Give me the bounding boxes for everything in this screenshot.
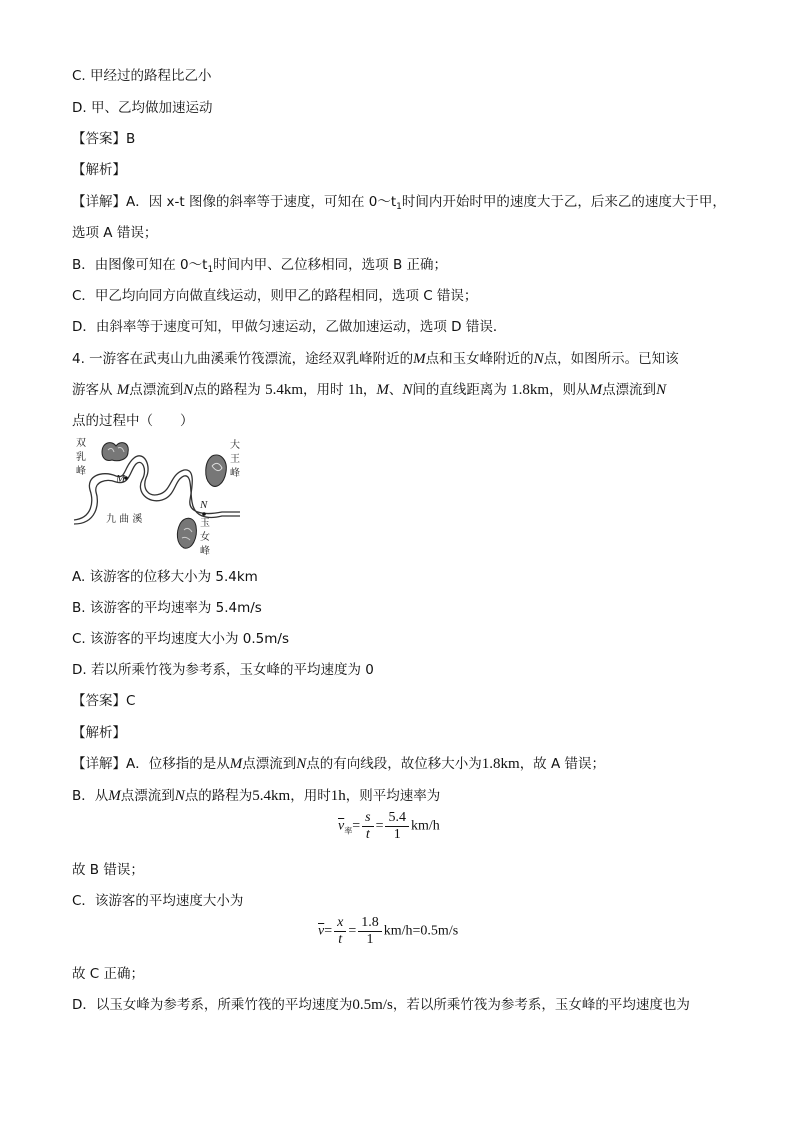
subscript: 1: [207, 265, 214, 275]
label-yunv-3: 峰: [200, 546, 210, 557]
numerator: 5.4: [385, 810, 409, 827]
river-map-figure: [72, 432, 242, 558]
numerator: x: [334, 915, 346, 932]
var-m: M: [229, 756, 243, 772]
var-n: N: [296, 756, 307, 772]
label-m: M: [116, 473, 126, 485]
formula-eq: =: [348, 923, 357, 939]
label-shuangru-2: 乳: [76, 452, 86, 463]
text: ，故 A 错误；: [519, 756, 606, 772]
var-n: N: [533, 351, 544, 367]
text: 时间内甲、乙位移相同，选项 B 正确；: [213, 257, 448, 273]
denominator: t: [338, 932, 343, 947]
detail-a-line2: 选项 A 错误；: [72, 225, 158, 241]
q4-stem-line1: [72, 350, 679, 368]
formula-eq: =: [352, 818, 361, 834]
q4-solution-b: [72, 787, 440, 805]
formula-v: $\overline{v}$: [338, 818, 345, 834]
value: 1.8km: [511, 382, 550, 398]
text: 4. 一游客在武夷山九曲溪乘竹筏漂流，途经双乳峰附近的: [72, 351, 414, 367]
q4-option-d: D. 若以所乘竹筏为参考系，玉女峰的平均速度为 0: [72, 662, 374, 678]
value: 5.4km: [252, 788, 291, 804]
formula-v: $\overline{v}$: [318, 923, 325, 939]
q4-stem-line2: [72, 381, 666, 399]
var-m: M: [116, 382, 130, 398]
text: ，则平均速率为: [345, 788, 441, 804]
text: 点漂流到: [602, 382, 657, 398]
analysis-prev: 【解析】: [72, 162, 126, 178]
value: 1h: [347, 382, 363, 398]
formula-eq: =: [324, 923, 333, 939]
q4-stem-line3: 点的过程中（ ）: [72, 413, 194, 429]
formula-eq: =: [375, 818, 384, 834]
subscript: 1: [396, 202, 402, 212]
label-dawang-3: 峰: [230, 468, 240, 479]
label-river: 九 曲 溪: [106, 514, 143, 525]
text: 【详解】A．因 x-t 图像的斜率等于速度，可知在 0～t: [72, 194, 397, 210]
text: ，则从: [549, 382, 590, 398]
fraction-values: [358, 915, 382, 948]
text: 点的路程为: [193, 382, 261, 398]
label-yunv-2: 女: [200, 532, 210, 543]
fraction-x-t: [334, 915, 346, 948]
formula-unit: km/h: [410, 818, 440, 834]
text: ，用时: [290, 788, 331, 804]
detail-c: C．甲乙均向同方向做直线运动，则甲乙的路程相同，选项 C 错误；: [72, 288, 478, 304]
answer-prev: 【答案】B: [72, 131, 136, 147]
var-n: N: [402, 382, 413, 398]
text: 点漂流到: [129, 382, 184, 398]
q4-option-b: B. 该游客的平均速率为 5.4m/s: [72, 600, 262, 616]
text: 游客从: [72, 382, 113, 398]
option-d-prev: D. 甲、乙均做加速运动: [72, 100, 213, 116]
label-yunv-1: 玉: [200, 518, 210, 529]
var-n: N: [174, 788, 185, 804]
q4-analysis: 【解析】: [72, 725, 126, 741]
numerator: 1.8: [358, 915, 382, 932]
var-n: N: [656, 382, 667, 398]
q4-solution-c-end: 故 C 正确；: [72, 966, 145, 982]
formula-average-speed: [338, 810, 440, 843]
dawang-peak-shape: [206, 455, 227, 486]
text: 时间内开始时甲的速度大于乙，后来乙的速度大于甲，: [401, 194, 726, 210]
denominator: 1: [366, 932, 374, 947]
q4-solution-c: C．该游客的平均速度大小为: [72, 893, 244, 909]
text: ，若以所乘竹筏为参考系，玉女峰的平均速度也为: [392, 997, 690, 1013]
value: 1h: [330, 788, 346, 804]
q4-solution-d: [72, 996, 690, 1014]
point-n: [202, 512, 206, 516]
text: D．以玉女峰为参考系，所乘竹筏的平均速度为: [72, 997, 353, 1013]
formula-v-sub: 率: [344, 826, 353, 836]
yunv-peak-shape: [177, 518, 196, 548]
text: 【详解】A．位移指的是从: [72, 756, 230, 772]
var-m: M: [413, 351, 426, 367]
text: 点漂流到: [120, 788, 175, 804]
q4-solution-b-end: 故 B 错误；: [72, 862, 144, 878]
label-dawang-1: 大: [230, 440, 240, 451]
q4-answer: 【答案】C: [72, 693, 136, 709]
var-n: N: [183, 382, 194, 398]
text: 点和玉女峰附近的: [425, 351, 534, 367]
q4-solution-a: [72, 755, 605, 773]
detail-a-line1: [72, 193, 726, 216]
label-n: N: [200, 499, 208, 511]
value: 0.5m/s: [352, 997, 393, 1013]
text: B．由图像可知在 0～t: [72, 257, 208, 273]
detail-d: D．由斜率等于速度可知，甲做匀速运动，乙做加速运动，选项 D 错误．: [72, 319, 507, 335]
denominator: 1: [393, 827, 401, 842]
text: 点漂流到: [242, 756, 297, 772]
label-shuangru-3: 峰: [76, 466, 86, 477]
formula-unit: km/h=0.5m/s: [383, 923, 459, 939]
var-m: M: [589, 382, 603, 398]
fraction-s-t: [362, 810, 373, 843]
text: ，: [362, 382, 377, 398]
formula-average-velocity: [318, 915, 458, 948]
q4-option-c: C. 该游客的平均速度大小为 0.5m/s: [72, 631, 290, 647]
text: 间的直线距离为: [412, 382, 507, 398]
label-dawang-2: 王: [230, 454, 240, 465]
var-m: M: [108, 788, 121, 804]
text: 点，如图所示。已知该: [543, 351, 679, 367]
fraction-values: [385, 810, 409, 843]
text: ，用时: [303, 382, 344, 398]
option-c-prev: C. 甲经过的路程比乙小: [72, 68, 212, 84]
shuangru-peak-shape: [102, 443, 128, 461]
label-shuangru-1: 双: [76, 438, 86, 449]
text: 点的有向线段，故位移大小为: [306, 756, 482, 772]
denominator: t: [365, 827, 370, 842]
text: B．从: [72, 788, 109, 804]
q4-option-a: A. 该游客的位移大小为 5.4km: [72, 569, 258, 585]
value: 1.8km: [481, 756, 520, 772]
detail-b: [72, 256, 447, 279]
value: 5.4km: [265, 382, 304, 398]
var-m: M: [376, 382, 389, 398]
numerator: s: [362, 810, 373, 827]
text: 点的路程为: [184, 788, 253, 804]
text: 、: [388, 382, 403, 398]
